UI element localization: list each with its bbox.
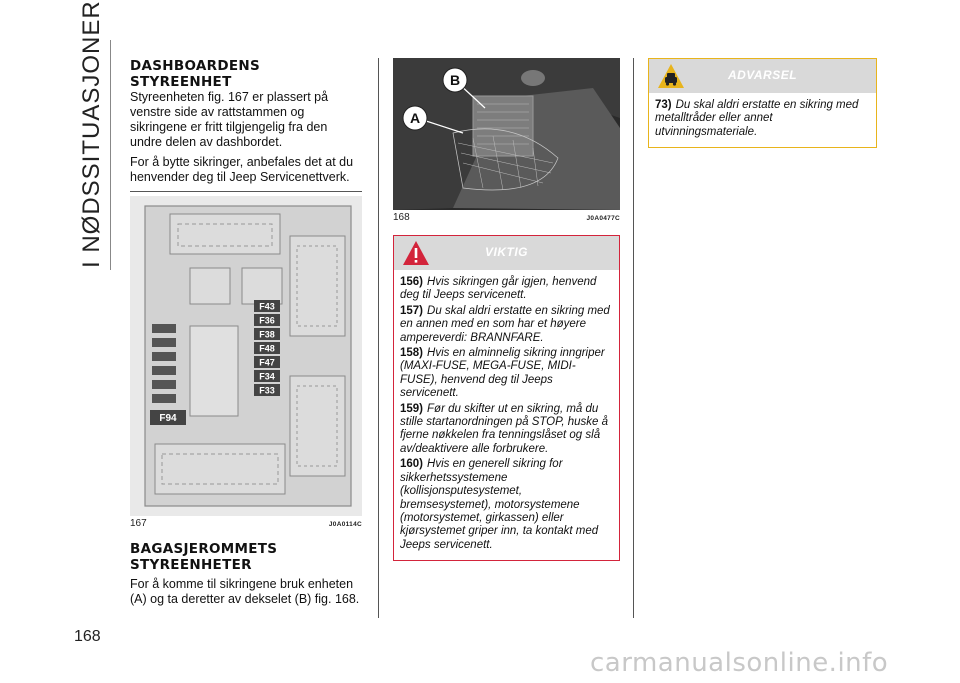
notice-header bbox=[649, 59, 876, 93]
figure-code: J0A0114C bbox=[328, 521, 362, 528]
figure-168 bbox=[393, 58, 620, 210]
notice-title: ADVARSEL bbox=[727, 68, 798, 82]
notice-item bbox=[400, 403, 613, 457]
notice-body bbox=[649, 93, 876, 147]
notice-item-text: Før du skifter ut en sikring, må du stille startanordningen på STOP, huske å fjerne nøkkelen fra tenningslåset og slå av/deaktivere alle forbrukere. bbox=[400, 402, 608, 455]
column-divider bbox=[378, 58, 379, 618]
section-title: I NØDSSITUASJONER bbox=[78, 0, 105, 268]
notice-item bbox=[400, 276, 613, 303]
column-3 bbox=[648, 58, 877, 148]
notice-item-number: 156) bbox=[400, 276, 424, 288]
figure-code: J0A0477C bbox=[586, 215, 620, 222]
fuse-stack bbox=[254, 300, 280, 396]
callout-a: A bbox=[409, 110, 421, 126]
warning-notice bbox=[648, 58, 877, 148]
fuse-label-f43: F43 bbox=[259, 301, 275, 312]
figure-number: 167 bbox=[130, 518, 147, 529]
fuse-label-f94: F94 bbox=[159, 413, 177, 424]
notice-item-number: 73) bbox=[655, 99, 672, 111]
fuse-label-f36: F36 bbox=[259, 315, 275, 326]
figure-rule bbox=[130, 191, 362, 192]
fuse-label-f33: F33 bbox=[259, 385, 275, 396]
paragraph: For å bytte sikringer, anbefales det at du henvender deg til Jeep Servicenettverk. bbox=[130, 155, 354, 184]
fuse-label-f38: F38 bbox=[259, 329, 275, 340]
notice-item-number: 160) bbox=[400, 458, 424, 471]
callout-b: B bbox=[449, 72, 461, 88]
notice-item-text: Hvis en generell sikring for sikkerhetssystemene (kollisjonsputesystemet, bremsesystemet), motorsystemene (motorsystemet, girkassen) eller kjørsystemet griper inn, ta kontakt med Jeeps servicenett. bbox=[400, 458, 599, 551]
notice-item-number: 159) bbox=[400, 402, 424, 415]
notice-item bbox=[400, 305, 613, 345]
notice-item-text: Hvis sikringen går igjen, henvend deg til Jeeps servicenett. bbox=[400, 276, 597, 302]
heading-luggage-control-units: BAGASJEROMMETS STYREENHETER bbox=[130, 541, 278, 573]
figure-caption bbox=[130, 518, 362, 529]
paragraph: For å komme til sikringene bruk enheten (A) og ta deretter av dekselet (B) fig. 168. bbox=[130, 577, 360, 606]
notice-title: VIKTIG bbox=[484, 245, 528, 259]
notice-item bbox=[655, 99, 870, 139]
paragraph: Styreenheten fig. 167 er plassert på venstre side av rattstammen og sikringene er fritt tilgjengelig fra den undre delen av dashbordet. bbox=[130, 90, 329, 149]
figure-167 bbox=[130, 196, 362, 516]
notice-body bbox=[394, 270, 619, 560]
fuse-box-illustration bbox=[130, 196, 362, 516]
important-notice bbox=[393, 235, 620, 561]
column-1 bbox=[130, 58, 362, 612]
notice-header bbox=[394, 236, 619, 270]
luggage-compartment-photo bbox=[393, 58, 620, 210]
fuse-label-f47: F47 bbox=[259, 357, 275, 368]
figure-number: 168 bbox=[393, 212, 410, 223]
figure-caption bbox=[393, 212, 620, 223]
notice-item-text: Hvis en alminnelig sikring inngriper (MAXI-FUSE, MEGA-FUSE, MIDI-FUSE), henvend deg til Jeeps servicenett. bbox=[400, 347, 605, 400]
column-2 bbox=[393, 58, 620, 561]
notice-item bbox=[400, 458, 613, 552]
fuse-label-f34: F34 bbox=[259, 371, 275, 382]
watermark: carmanualsonline.info bbox=[590, 648, 889, 678]
heading-dashboard-control-unit: DASHBOARDENS STYREENHET bbox=[130, 58, 260, 90]
notice-item-text: Du skal aldri erstatte en sikring med metalltråder eller annet utvinningsmateriale. bbox=[655, 99, 859, 138]
fuse-label-f48: F48 bbox=[259, 343, 275, 354]
column-divider bbox=[633, 58, 634, 618]
page-number: 168 bbox=[74, 628, 101, 645]
notice-item-number: 158) bbox=[400, 347, 424, 360]
notice-item-number: 157) bbox=[400, 304, 424, 317]
notice-item-text: Du skal aldri erstatte en sikring med en annen med en som har et høyere ampereverdi: BRANNFARE. bbox=[400, 304, 610, 344]
notice-item bbox=[400, 347, 613, 401]
sidebar-rule bbox=[110, 40, 111, 270]
